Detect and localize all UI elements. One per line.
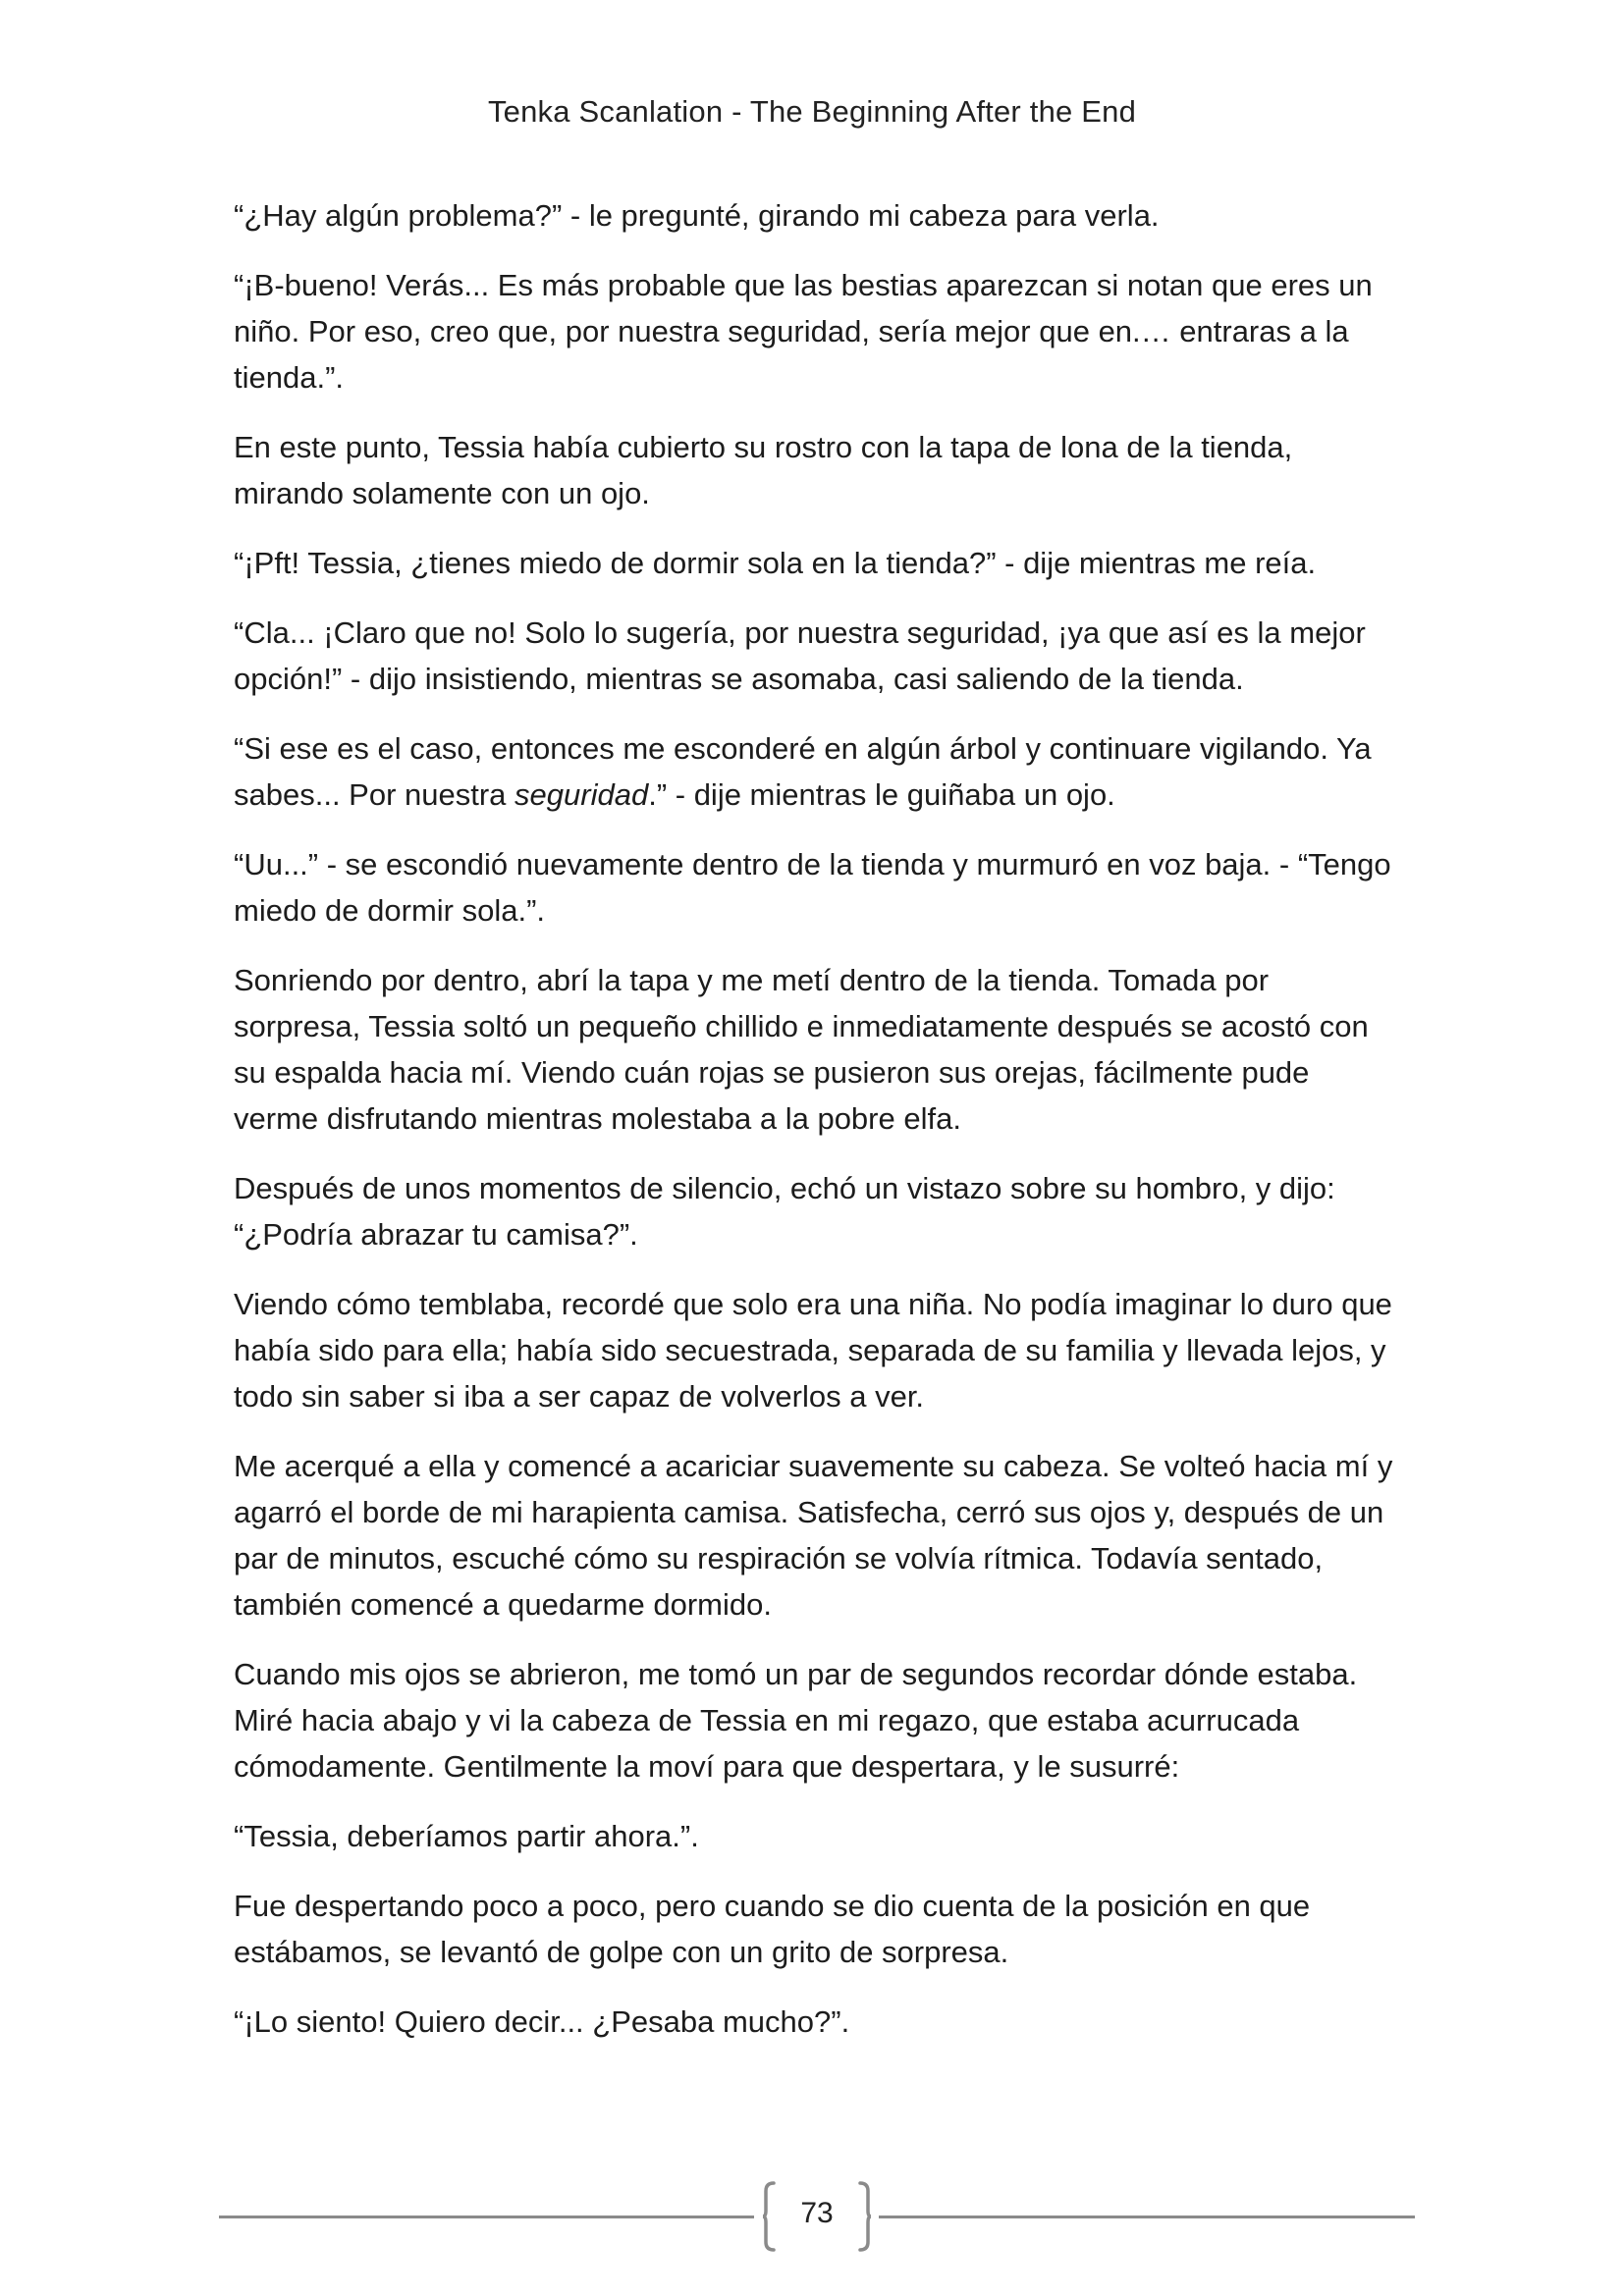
paragraph: Sonriendo por dentro, abrí la tapa y me metí dentro de la tienda. Tomada por sorpresa, Tessia soltó un pequeño chillido e inmediatamente después se acostó con su espalda hacia mí. Viendo cuán rojas se pusieron sus orejas, fácilmente pude verme disfrutando mientras molestaba a la pobre elfa.: [234, 963, 1369, 1136]
paragraph: “Uu...” - se escondió nuevamente dentro de la tienda y murmuró en voz baja. - “Tengo miedo de dormir sola.”.: [234, 847, 1391, 928]
paragraph: Cuando mis ojos se abrieron, me tomó un par de segundos recordar dónde estaba. Miré hacia abajo y vi la cabeza de Tessia en mi regazo, que estaba acurrucada cómodamente. Gentilmente la moví para que despertara, y le susurré:: [234, 1657, 1358, 1784]
paragraph: Después de unos momentos de silencio, echó un vistazo sobre su hombro, y dijo: “¿Podría abrazar tu camisa?”.: [234, 1171, 1335, 1252]
paragraph: “¡Lo siento! Quiero decir... ¿Pesaba mucho?”.: [234, 2004, 850, 2039]
left-bracket-icon: [762, 2181, 776, 2252]
paragraph: Viendo cómo temblaba, recordé que solo era una niña. No podía imaginar lo duro que había sido para ella; había sido secuestrada, separada de su familia y llevada lejos, y todo sin saber si iba a ser capaz de volverlos a ver.: [234, 1287, 1392, 1414]
paragraph: Me acerqué a ella y comencé a acariciar suavemente su cabeza. Se volteó hacia mí y agarró el borde de mi harapienta camisa. Satisfecha, cerró sus ojos y, después de un par de minutos, escuché cómo su respiración se volvía rítmica. Todavía sentado, también comencé a quedarme dormido.: [234, 1449, 1393, 1622]
paragraph: “¡Pft! Tessia, ¿tienes miedo de dormir sola en la tienda?” - dije mientras me reía.: [234, 546, 1317, 580]
paragraph: Fue despertando poco a poco, pero cuando se dio cuenta de la posición en que estábamos, se levantó de golpe con un grito de sorpresa.: [234, 1889, 1311, 1969]
paragraph-text: “Si ese es el caso, entonces me esconderé en algún árbol y continuare vigilando. Ya sabes... Por nuestra: [234, 731, 1372, 812]
right-bracket-icon: [858, 2181, 872, 2252]
footer-rule-right: [879, 2216, 1415, 2218]
page-footer: [219, 2177, 1415, 2256]
paragraph: En este punto, Tessia había cubierto su rostro con la tapa de lona de la tienda, mirando solamente con un ojo.: [234, 430, 1293, 510]
paragraph: “Cla... ¡Claro que no! Solo lo sugería, por nuestra seguridad, ¡ya que así es la mejor opción!” - dijo insistiendo, mientras se asomaba, casi saliendo de la tienda.: [234, 615, 1366, 696]
footer-rule-left: [219, 2216, 754, 2218]
running-header: Tenka Scanlation - The Beginning After the End: [487, 94, 1137, 129]
paragraph: “Tessia, deberíamos partir ahora.”.: [234, 1819, 699, 1853]
emphasis-text: seguridad: [514, 777, 649, 812]
body-text: [234, 192, 1402, 2068]
paragraph: [234, 725, 1402, 818]
page-number: 73: [800, 2197, 834, 2229]
paragraph-text: .” - dije mientras le guiñaba un ojo.: [648, 777, 1115, 812]
paragraph: “¡B-bueno! Verás... Es más probable que las bestias aparezcan si notan que eres un niño. Por eso, creo que, por nuestra seguridad, sería mejor que en.… entraras a la tienda.”.: [234, 268, 1373, 395]
paragraph: “¿Hay algún problema?” - le pregunté, girando mi cabeza para verla.: [234, 198, 1160, 233]
